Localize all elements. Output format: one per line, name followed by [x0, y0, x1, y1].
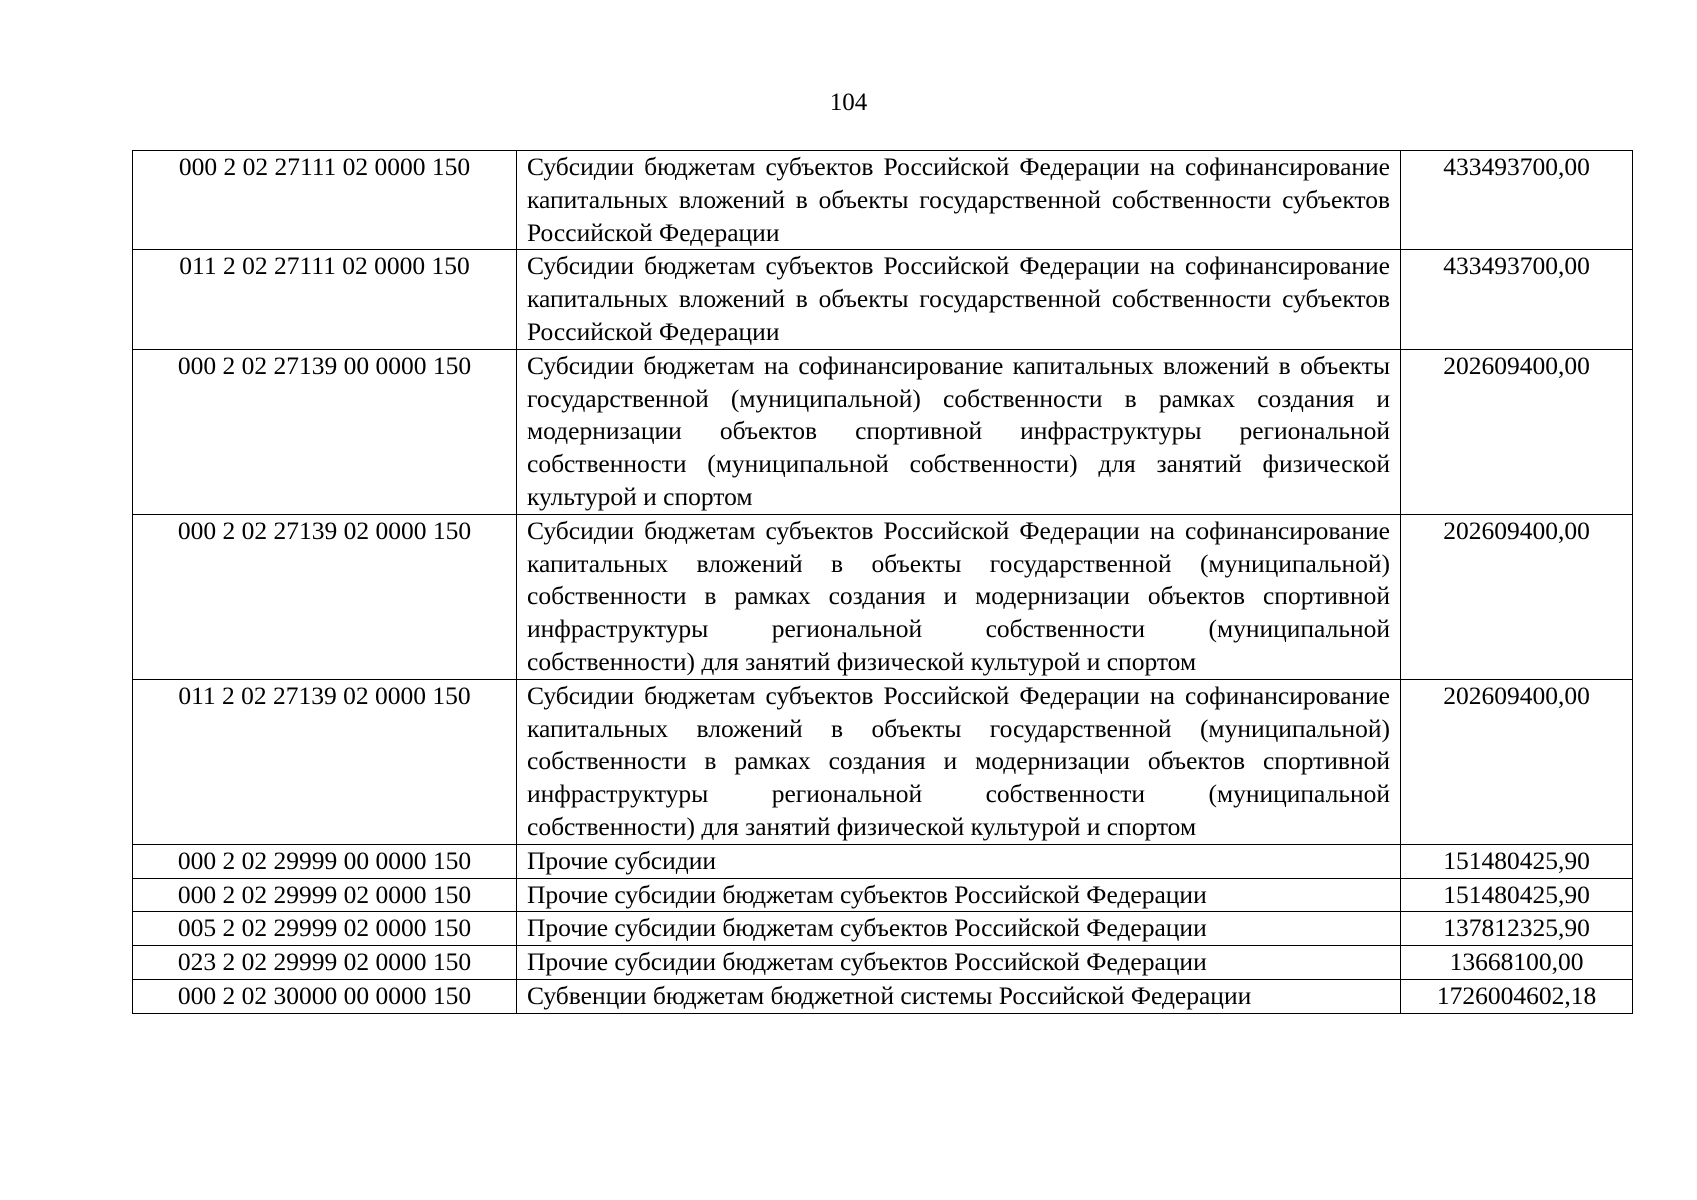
amount-cell: 137812325,90	[1401, 912, 1633, 946]
table-row	[133, 946, 1633, 980]
revenue-name-cell: Субсидии бюджетам субъектов Российской Федерации на софинансирование капитальных вложений в объекты государственной (муниципальной) собственности в рамках создания и модернизации объектов спортивной инфраструктуры региональной собственности (муниципальной собственности) для занятий физической культурой и спортом	[517, 679, 1401, 844]
table-row	[133, 878, 1633, 912]
revenue-name-cell: Прочие субсидии бюджетам субъектов Российской Федерации	[517, 946, 1401, 980]
budget-code-cell: 023 2 02 29999 02 0000 150	[133, 946, 517, 980]
table-row	[133, 151, 1633, 250]
table-row	[133, 844, 1633, 878]
revenue-name-cell: Субсидии бюджетам субъектов Российской Федерации на софинансирование капитальных вложений в объекты государственной собственности субъектов Российской Федерации	[517, 250, 1401, 349]
budget-code-cell: 005 2 02 29999 02 0000 150	[133, 912, 517, 946]
amount-cell: 202609400,00	[1401, 514, 1633, 679]
revenue-name-cell: Субсидии бюджетам субъектов Российской Федерации на софинансирование капитальных вложений в объекты государственной (муниципальной) собственности в рамках создания и модернизации объектов спортивной инфраструктуры региональной собственности (муниципальной собственности) для занятий физической культурой и спортом	[517, 514, 1401, 679]
budget-code-cell: 011 2 02 27139 02 0000 150	[133, 679, 517, 844]
amount-cell: 202609400,00	[1401, 349, 1633, 514]
amount-cell: 1726004602,18	[1401, 979, 1633, 1013]
budget-code-cell: 000 2 02 30000 00 0000 150	[133, 979, 517, 1013]
amount-cell: 433493700,00	[1401, 151, 1633, 250]
budget-code-cell: 000 2 02 29999 02 0000 150	[133, 878, 517, 912]
table-row	[133, 912, 1633, 946]
table-row	[133, 250, 1633, 349]
budget-code-cell: 000 2 02 27139 02 0000 150	[133, 514, 517, 679]
amount-cell: 202609400,00	[1401, 679, 1633, 844]
revenue-name-cell: Прочие субсидии бюджетам субъектов Российской Федерации	[517, 912, 1401, 946]
budget-code-cell: 000 2 02 27111 02 0000 150	[133, 151, 517, 250]
budget-code-cell: 000 2 02 29999 00 0000 150	[133, 844, 517, 878]
budget-code-cell: 000 2 02 27139 00 0000 150	[133, 349, 517, 514]
revenue-name-cell: Субсидии бюджетам субъектов Российской Федерации на софинансирование капитальных вложений в объекты государственной собственности субъектов Российской Федерации	[517, 151, 1401, 250]
revenue-name-cell: Субсидии бюджетам на софинансирование капитальных вложений в объекты государственной (муниципальной) собственности в рамках создания и модернизации объектов спортивной инфраструктуры региональной собственности (муниципальной собственности) для занятий физической культурой и спортом	[517, 349, 1401, 514]
amount-cell: 13668100,00	[1401, 946, 1633, 980]
page-number: 104	[829, 89, 868, 116]
amount-cell: 151480425,90	[1401, 878, 1633, 912]
revenue-name-cell: Субвенции бюджетам бюджетной системы Российской Федерации	[517, 979, 1401, 1013]
table-row	[133, 679, 1633, 844]
budget-code-cell: 011 2 02 27111 02 0000 150	[133, 250, 517, 349]
revenue-name-cell: Прочие субсидии	[517, 844, 1401, 878]
budget-revenue-table	[132, 150, 1633, 1014]
table-row	[133, 349, 1633, 514]
table-row	[133, 979, 1633, 1013]
amount-cell: 151480425,90	[1401, 844, 1633, 878]
revenue-name-cell: Прочие субсидии бюджетам субъектов Российской Федерации	[517, 878, 1401, 912]
amount-cell: 433493700,00	[1401, 250, 1633, 349]
table-row	[133, 514, 1633, 679]
